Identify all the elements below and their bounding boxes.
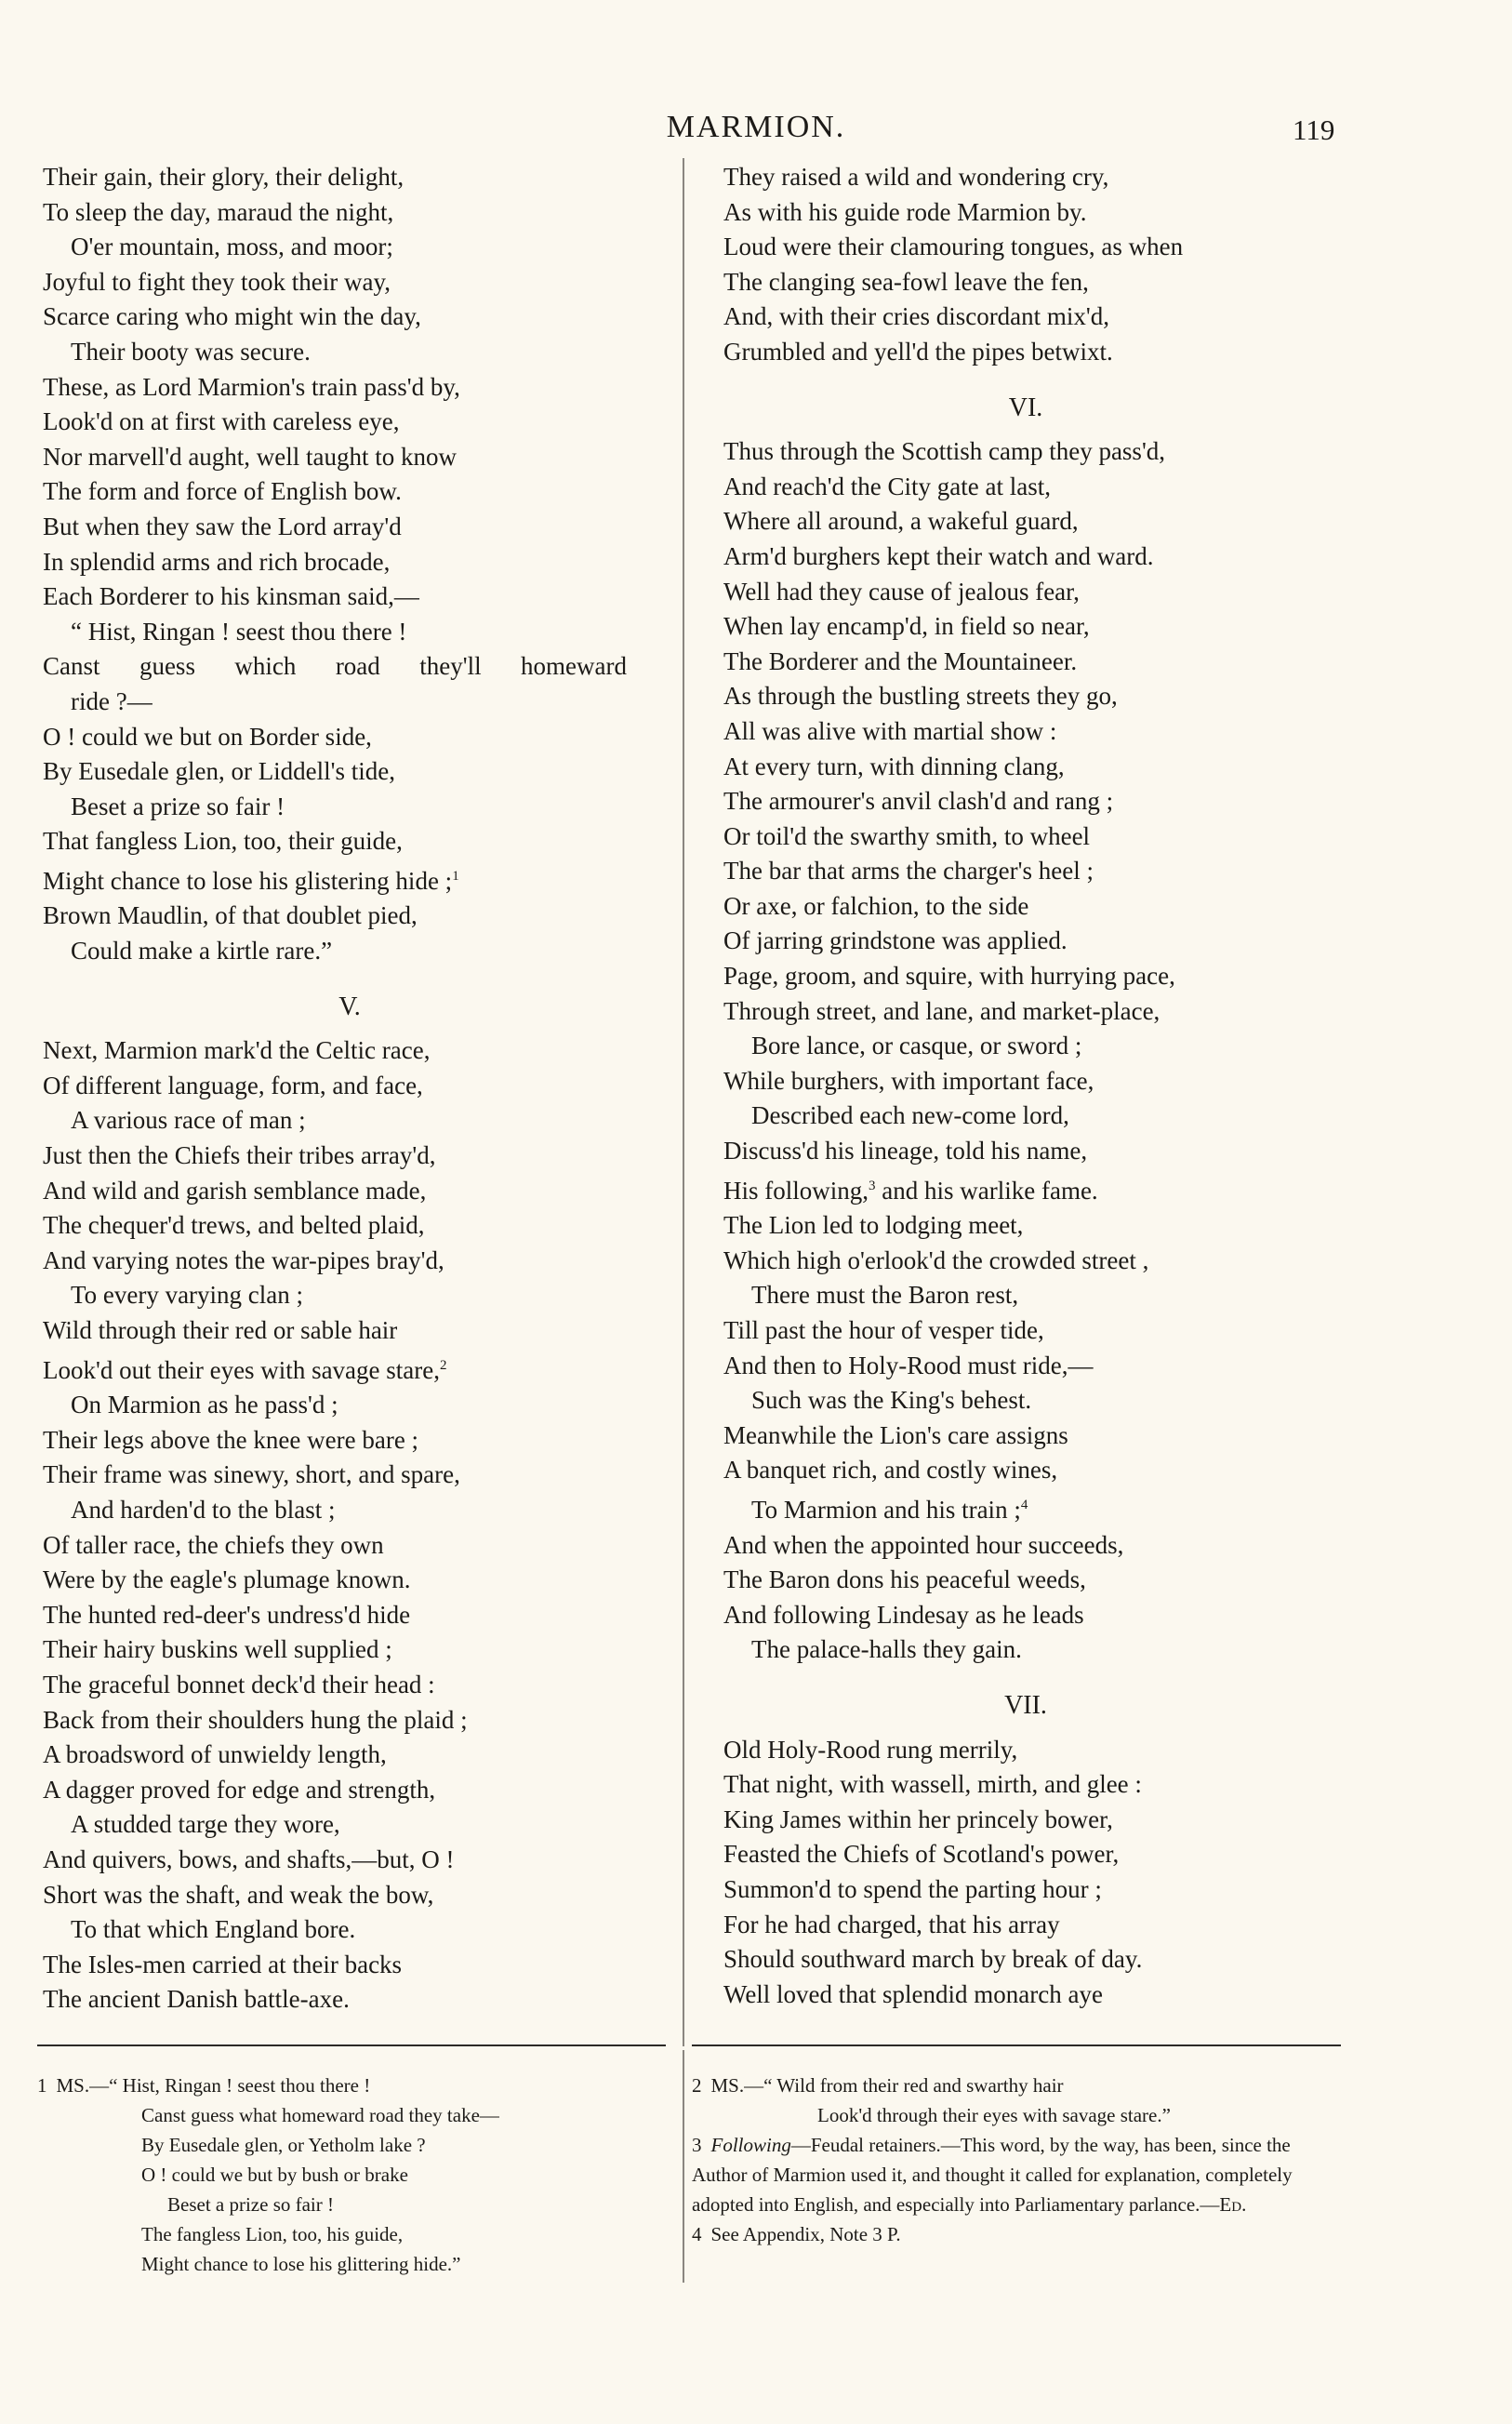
footnote-text: MS.—“ Wild from their red and swarthy hair xyxy=(710,2074,1064,2097)
poem-line xyxy=(723,195,1467,231)
right-column xyxy=(723,160,1467,2012)
editor-mark: Ed. xyxy=(1219,2193,1247,2216)
poem-line xyxy=(43,300,666,335)
poem-line-text: Their booty was secure. xyxy=(71,337,311,366)
poem-line xyxy=(43,474,666,510)
poem-line-text: In splendid arms and rich brocade, xyxy=(43,547,391,576)
poem-line xyxy=(723,1208,1467,1244)
poem-line xyxy=(723,1908,1467,1943)
poem-line-text: O'er mountain, moss, and moor; xyxy=(71,233,393,261)
poem-line xyxy=(43,230,666,265)
poem-line-text: The ancient Danish battle-axe. xyxy=(43,1985,350,2014)
poem-line-text: Of jarring grindstone was applied. xyxy=(723,926,1068,955)
poem-line xyxy=(723,609,1467,645)
poem-line xyxy=(723,1803,1467,1838)
poem-line-text: And then to Holy-Rood must ride,— xyxy=(723,1351,1094,1379)
footnote-4 xyxy=(692,2219,1343,2249)
poem-line xyxy=(43,195,666,231)
poem-line-text: When lay encamp'd, in field so near, xyxy=(723,612,1090,641)
poem-word: road xyxy=(335,652,380,681)
poem-line-text: Look'd on at first with careless eye, xyxy=(43,407,400,436)
poem-line xyxy=(723,1563,1467,1598)
poem-block xyxy=(43,1033,666,2018)
poem-line-text: The graceful bonnet deck'd their head : xyxy=(43,1670,435,1698)
poem-line-text: The palace-halls they gain. xyxy=(751,1635,1022,1664)
poem-line xyxy=(43,545,666,580)
poem-line xyxy=(723,265,1467,300)
poem-line xyxy=(723,1528,1467,1564)
poem-line xyxy=(43,1738,666,1773)
poem-line-text: Grumbled and yell'd the pipes betwixt. xyxy=(723,337,1113,366)
poem-line-text: Of different language, form, and face, xyxy=(43,1071,423,1099)
poem-line xyxy=(43,1982,666,2018)
footnote-text: Look'd through their eyes with savage stare.” xyxy=(817,2104,1171,2126)
poem-line-text: They raised a wild and wondering cry, xyxy=(723,163,1109,191)
footnote-2 xyxy=(692,2071,1343,2100)
poem-line-text: The form and force of English bow. xyxy=(43,477,402,506)
poem-line-text: Loud were their clamouring tongues, as when xyxy=(723,233,1184,261)
poem-line xyxy=(43,335,666,370)
poem-line xyxy=(723,1134,1467,1169)
poem-line-text: The Lion led to lodging meet, xyxy=(723,1211,1024,1240)
poem-line-text: The bar that arms the charger's heel ; xyxy=(723,857,1094,886)
poem-line-text: Look'd out their eyes with savage stare, xyxy=(43,1355,440,1384)
footnote-text: Canst guess what homeward road they take— xyxy=(141,2104,499,2126)
footnote-marker: 3 xyxy=(692,2134,702,2156)
poem-line-text: For he had charged, that his array xyxy=(723,1910,1060,1938)
poem-line xyxy=(43,1208,666,1244)
poem-line-text: Bore lance, or casque, or sword ; xyxy=(751,1032,1082,1060)
poem-line-text: Described each new-come lord, xyxy=(751,1101,1069,1130)
poem-line xyxy=(723,645,1467,680)
poem-line-text: Next, Marmion mark'd the Celtic race, xyxy=(43,1036,431,1065)
poem-line-text: A banquet rich, and costly wines, xyxy=(723,1456,1058,1485)
poem-line-text: There must the Baron rest, xyxy=(751,1281,1019,1310)
poem-line-text: Old Holy-Rood rung merrily, xyxy=(723,1735,1018,1764)
poem-block xyxy=(723,1733,1467,2013)
poem-line xyxy=(723,1632,1467,1668)
poem-line xyxy=(723,539,1467,575)
poem-line xyxy=(43,615,666,650)
poem-line-text: Which high o'erlook'd the crowded street , xyxy=(723,1245,1149,1274)
poem-line-text: To that which England bore. xyxy=(71,1915,356,1944)
footnote-text: Might chance to lose his glittering hide.” xyxy=(141,2253,461,2275)
poem-line xyxy=(43,1948,666,1983)
footnotes-right xyxy=(692,2071,1343,2249)
poem-line-text: But when they saw the Lord array'd xyxy=(43,512,402,540)
stanza-heading: VI. xyxy=(1008,393,1043,422)
poem-line xyxy=(43,720,666,755)
poem-line-text: Might chance to lose his glistering hide ; xyxy=(43,866,453,895)
poem-line-text: That fangless Lion, too, their guide, xyxy=(43,827,403,856)
poem-line-text: Just then the Chiefs their tribes array'd, xyxy=(43,1141,436,1170)
poem-line-text: The chequer'd trews, and belted plaid, xyxy=(43,1211,425,1240)
footnote-rule xyxy=(692,2044,1341,2046)
poem-line-text: Wild through their red or sable hair xyxy=(43,1316,398,1344)
poem-line xyxy=(723,1837,1467,1872)
left-column xyxy=(43,160,666,2018)
poem-line-text: The hunted red-deer's undress'd hide xyxy=(43,1600,411,1629)
poem-line-text: And following Lindesay as he leads xyxy=(723,1600,1084,1629)
poem-line-text: And varying notes the war-pipes bray'd, xyxy=(43,1245,444,1274)
poem-line xyxy=(43,790,666,825)
poem-block xyxy=(723,434,1467,1668)
poem-line-text: Should southward march by break of day. xyxy=(723,1945,1143,1974)
poem-line-text: Or axe, or falchion, to the side xyxy=(723,891,1029,920)
poem-line xyxy=(723,1313,1467,1349)
running-header-title: MARMION. xyxy=(666,110,846,144)
poem-block xyxy=(43,160,666,649)
poem-line-text: The Baron dons his peaceful weeds, xyxy=(723,1565,1086,1594)
poem-line xyxy=(723,1029,1467,1064)
poem-line xyxy=(723,300,1467,335)
poem-line-text: Each Borderer to his kinsman said,— xyxy=(43,582,419,611)
footnote-reference: 2 xyxy=(440,1357,447,1373)
poem-line xyxy=(723,994,1467,1030)
footnote-term: Following xyxy=(710,2134,791,2156)
poem-line xyxy=(723,750,1467,785)
poem-line-text: Page, groom, and squire, with hurrying pace, xyxy=(723,962,1175,991)
poem-line-text: Or toil'd the swarthy smith, to wheel xyxy=(723,821,1091,850)
poem-line-text: Meanwhile the Lion's care assigns xyxy=(723,1420,1068,1449)
footnote-text: The fangless Lion, too, his guide, xyxy=(141,2223,404,2245)
poem-line-text: Short was the shaft, and weak the bow, xyxy=(43,1880,434,1909)
footnote-text: MS.—“ Hist, Ringan ! seest thou there ! xyxy=(56,2074,371,2097)
poem-line xyxy=(43,1313,666,1349)
poem-line xyxy=(43,934,666,969)
poem-line xyxy=(723,959,1467,994)
poem-line xyxy=(43,1878,666,1913)
poem-line-text: Discuss'd his lineage, told his name, xyxy=(723,1137,1088,1165)
poem-line-text: Nor marvell'd aught, well taught to know xyxy=(43,442,458,471)
poem-line xyxy=(723,1349,1467,1384)
footnote-continuation xyxy=(37,2100,670,2279)
stanza-heading: V. xyxy=(338,992,361,1021)
poem-line-text: The Isles-men carried at their backs xyxy=(43,1950,403,1978)
poem-line-text: Their hairy buskins well supplied ; xyxy=(43,1635,392,1664)
poem-line-text: Could make a kirtle rare.” xyxy=(71,937,333,966)
poem-line-text: A dagger proved for edge and strength, xyxy=(43,1775,436,1804)
footnote-reference: 4 xyxy=(1020,1497,1028,1512)
poem-line xyxy=(43,1703,666,1738)
poem-line-text: His following, xyxy=(723,1176,869,1205)
poem-line xyxy=(43,1843,666,1878)
poem-line-text: Back from their shoulders hung the plaid ; xyxy=(43,1705,468,1734)
poem-line-text: Through street, and lane, and market-place, xyxy=(723,996,1161,1025)
poem-line xyxy=(723,1488,1467,1528)
poem-line xyxy=(43,1493,666,1528)
poem-line-text: Scarce caring who might win the day, xyxy=(43,302,421,331)
footnote-text: Beset a prize so fair ! xyxy=(167,2193,335,2216)
footnote-3 xyxy=(692,2130,1343,2219)
poem-line xyxy=(723,335,1467,370)
poem-word: Canst xyxy=(43,652,100,681)
footnote-text: See Appendix, Note 3 P. xyxy=(710,2223,901,2245)
footnote-text: By Eusedale glen, or Yetholm lake ? xyxy=(141,2134,426,2156)
poem-line xyxy=(723,784,1467,819)
footnote-text: O ! could we but by bush or brake xyxy=(141,2164,408,2186)
poem-line xyxy=(723,1244,1467,1279)
poem-line-text: These, as Lord Marmion's train pass'd by, xyxy=(43,372,460,401)
poem-line xyxy=(43,1139,666,1174)
poem-line xyxy=(43,754,666,790)
poem-line xyxy=(723,470,1467,505)
poem-line xyxy=(43,1174,666,1209)
poem-line-text: Of taller race, the chiefs they own xyxy=(43,1530,384,1559)
poem-line xyxy=(43,579,666,615)
poem-line xyxy=(723,504,1467,539)
poem-line xyxy=(723,679,1467,714)
poem-line xyxy=(723,1418,1467,1454)
poem-line-text: Their gain, their glory, their delight, xyxy=(43,163,405,191)
footnote-1 xyxy=(37,2071,670,2100)
poem-word: homeward xyxy=(521,652,627,681)
footnote-marker: 1 xyxy=(37,2074,47,2097)
poem-line xyxy=(43,1388,666,1423)
poem-line-text: and his warlike fame. xyxy=(875,1176,1098,1205)
poem-line-text: The armourer's anvil clash'd and rang ; xyxy=(723,787,1114,816)
poem-line-text: To every varying clan ; xyxy=(71,1281,304,1310)
poem-line-text: Feasted the Chiefs of Scotland's power, xyxy=(723,1840,1120,1869)
poem-line xyxy=(43,405,666,440)
poem-line xyxy=(43,1528,666,1564)
poem-line-text: To Marmion and his train ; xyxy=(751,1495,1021,1524)
poem-line-text: To sleep the day, maraud the night, xyxy=(43,197,394,226)
poem-line xyxy=(43,1632,666,1668)
poem-line-text: Such was the King's behest. xyxy=(751,1386,1032,1415)
poem-line-text: That night, with wassell, mirth, and glee : xyxy=(723,1770,1142,1799)
poem-line xyxy=(43,1278,666,1313)
poem-line: ride ?— xyxy=(71,686,153,715)
poem-line xyxy=(723,1733,1467,1768)
poem-line-text: A studded targe they wore, xyxy=(71,1810,340,1839)
poem-line xyxy=(723,434,1467,470)
footnote-divider xyxy=(683,2050,684,2283)
poem-line-text: On Marmion as he pass'd ; xyxy=(71,1391,338,1419)
poem-line-text: “ Hist, Ringan ! seest thou there ! xyxy=(71,617,407,646)
poem-line xyxy=(723,1453,1467,1488)
poem-line-text: The Borderer and the Mountaineer. xyxy=(723,646,1078,675)
poem-line-justified xyxy=(43,649,627,685)
poem-line xyxy=(43,1103,666,1139)
poem-line xyxy=(43,1244,666,1279)
poem-line xyxy=(723,1767,1467,1803)
poem-line xyxy=(43,1912,666,1948)
poem-line xyxy=(723,1383,1467,1418)
footnote-text: —Feudal retainers.—This word, by the way, has been, since the Author of Marmion used it, and thought it called for explanation, completely adopted into English, and especially into Parliamentary parlance.— xyxy=(692,2134,1293,2216)
poem-line xyxy=(43,1668,666,1703)
poem-line-text: And, with their cries discordant mix'd, xyxy=(723,302,1110,331)
poem-word: they'll xyxy=(419,652,482,681)
poem-line-text: Were by the eagle's plumage known. xyxy=(43,1565,411,1594)
poem-line xyxy=(723,575,1467,610)
poem-line-text: And harden'd to the blast ; xyxy=(71,1495,336,1524)
poem-line xyxy=(43,824,666,859)
poem-line xyxy=(43,1458,666,1493)
footnote-reference: 3 xyxy=(869,1178,876,1193)
poem-line xyxy=(43,1349,666,1389)
poem-line xyxy=(43,1423,666,1458)
poem-line-text: King James within her princely bower, xyxy=(723,1805,1113,1833)
poem-line-text: The clanging sea-fowl leave the fen, xyxy=(723,267,1089,296)
poem-line-text: Their legs above the knee were bare ; xyxy=(43,1425,419,1454)
poem-line xyxy=(723,1278,1467,1313)
poem-line-text: Well loved that splendid monarch aye xyxy=(723,1979,1103,2008)
poem-line-text: Beset a prize so fair ! xyxy=(71,792,285,820)
poem-block xyxy=(43,720,666,969)
poem-line-text: Joyful to fight they took their way, xyxy=(43,267,391,296)
poem-line xyxy=(43,1069,666,1104)
poem-line xyxy=(723,714,1467,750)
poem-line xyxy=(723,160,1467,195)
poem-line xyxy=(43,440,666,475)
poem-line xyxy=(43,265,666,300)
footnote-marker: 2 xyxy=(692,2074,702,2097)
poem-line-text: Well had they cause of jealous fear, xyxy=(723,577,1080,606)
poem-line xyxy=(723,819,1467,855)
poem-line-text: As through the bustling streets they go, xyxy=(723,682,1118,711)
poem-line xyxy=(723,924,1467,959)
poem-line-text: A broadsword of unwieldy length, xyxy=(43,1740,387,1769)
poem-line xyxy=(43,1563,666,1598)
poem-line-text: A various race of man ; xyxy=(71,1106,306,1135)
footnote-reference: 1 xyxy=(452,868,459,884)
poem-line-text: And wild and garish semblance made, xyxy=(43,1176,427,1205)
poem-line xyxy=(43,859,666,899)
footnotes-left xyxy=(37,2071,670,2279)
poem-line xyxy=(723,1942,1467,1978)
poem-line-text: Thus through the Scottish camp they pass'd, xyxy=(723,437,1166,466)
poem-block xyxy=(723,160,1467,370)
poem-line-text: Where all around, a wakeful guard, xyxy=(723,507,1079,536)
poem-word: which xyxy=(234,652,297,681)
poem-line xyxy=(43,510,666,545)
stanza-heading: VII. xyxy=(1004,1690,1047,1720)
poem-line xyxy=(723,230,1467,265)
poem-line-text: And when the appointed hour succeeds, xyxy=(723,1530,1124,1559)
poem-line-text: And quivers, bows, and shafts,—but, O ! xyxy=(43,1845,455,1873)
poem-line xyxy=(43,1598,666,1633)
poem-line-text: Their frame was sinewy, short, and spare, xyxy=(43,1460,460,1489)
poem-line xyxy=(723,1099,1467,1134)
poem-line-text: While burghers, with important face, xyxy=(723,1066,1094,1095)
poem-line xyxy=(43,160,666,195)
poem-line xyxy=(723,1598,1467,1633)
poem-line xyxy=(723,854,1467,889)
poem-line xyxy=(43,1773,666,1808)
poem-word: guess xyxy=(139,652,195,681)
poem-line xyxy=(723,1064,1467,1099)
poem-line-text: Brown Maudlin, of that doublet pied, xyxy=(43,901,418,930)
poem-line-text: O ! could we but on Border side, xyxy=(43,722,372,751)
poem-line-text: At every turn, with dinning clang, xyxy=(723,752,1065,780)
poem-line xyxy=(43,370,666,406)
poem-line xyxy=(43,1807,666,1843)
page-number: 119 xyxy=(1293,113,1335,146)
poem-line xyxy=(723,1978,1467,2013)
poem-line xyxy=(723,1169,1467,1209)
poem-line-text: And reach'd the City gate at last, xyxy=(723,472,1052,500)
poem-line-text: Summon'd to spend the parting hour ; xyxy=(723,1874,1102,1903)
poem-line-text: As with his guide rode Marmion by. xyxy=(723,197,1087,226)
poem-line xyxy=(723,1872,1467,1908)
poem-line xyxy=(43,899,666,934)
footnote-rule xyxy=(37,2044,666,2046)
footnote-marker: 4 xyxy=(692,2223,702,2245)
poem-line-text: By Eusedale glen, or Liddell's tide, xyxy=(43,757,396,786)
poem-line-text: All was alive with martial show : xyxy=(723,716,1057,745)
poem-line xyxy=(723,889,1467,925)
column-divider xyxy=(683,158,684,2046)
poem-line-text: Arm'd burghers kept their watch and ward. xyxy=(723,541,1154,570)
poem-line-text: Till past the hour of vesper tide, xyxy=(723,1316,1044,1344)
poem-line xyxy=(43,1033,666,1069)
